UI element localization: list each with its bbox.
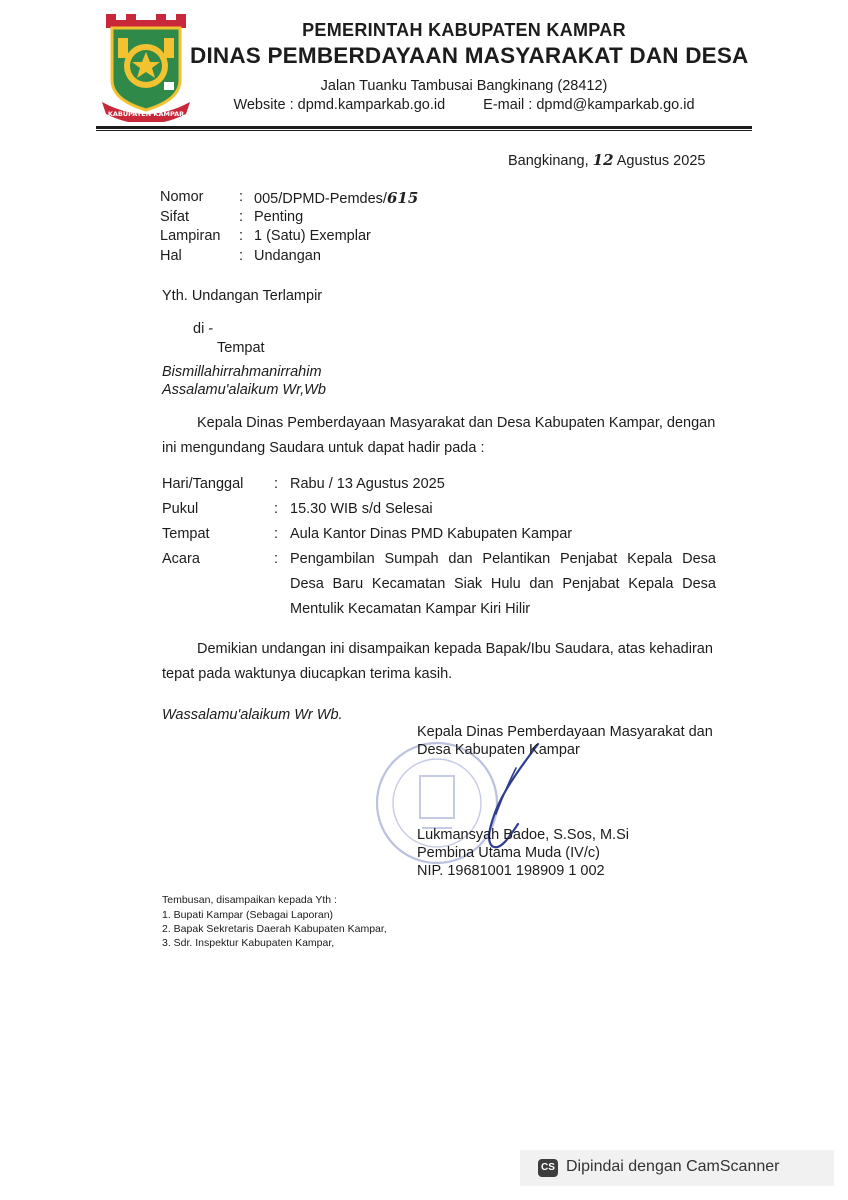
cc-item: 1. Bupati Kampar (Sebagai Laporan): [162, 909, 334, 921]
letterhead-rule-thick: [96, 126, 752, 129]
signatory-name: Lukmansyah Badoe, S.Sos, M.Si: [417, 827, 629, 843]
letterhead-rule-thin: [96, 130, 752, 131]
event-label: Acara: [162, 551, 200, 567]
letterhead-email: E-mail : dpmd@kamparkab.go.id: [483, 97, 695, 113]
signatory-nip: NIP. 19681001 198909 1 002: [417, 863, 605, 879]
meta-colon: :: [239, 209, 244, 225]
meta-value: Undangan: [254, 248, 321, 264]
event-colon: :: [274, 526, 279, 542]
meta-label: Sifat: [160, 209, 190, 225]
event-value-line: [290, 551, 716, 567]
greeting-bismillah: Bismillahirrahmanirrahim: [162, 364, 322, 380]
event-value-line: Mentulik Kecamatan Kampar Kiri Hilir: [290, 601, 531, 617]
event-colon: :: [274, 551, 279, 567]
event-value: Aula Kantor Dinas PMD Kabupaten Kampar: [290, 526, 573, 542]
cc-heading: Tembusan, disampaikan kepada Yth :: [162, 894, 337, 906]
date-place: Bangkinang,: [508, 153, 589, 169]
meta-label: Hal: [160, 248, 182, 264]
closing-line: Demikian undangan ini disampaikan kepada Bapak/Ibu Saudara, atas kehadiran: [197, 641, 713, 657]
recipient-di: di -: [193, 321, 214, 337]
signatory-rank: Pembina Utama Muda (IV/c): [417, 845, 600, 861]
meta-label: Lampiran: [160, 228, 221, 244]
meta-value-nomor: [254, 189, 418, 207]
cc-item: 3. Sdr. Inspektur Kabupaten Kampar,: [162, 937, 335, 949]
event-value: Rabu / 13 Agustus 2025: [290, 476, 445, 492]
recipient-place: Tempat: [217, 340, 265, 356]
meta-colon: :: [239, 189, 244, 205]
closing-salam: Wassalamu'alaikum Wr Wb.: [162, 707, 343, 723]
signatory-title: Kepala Dinas Pemberdayaan Masyarakat dan: [417, 724, 713, 740]
nomor-printed: 005/DPMD-Pemdes/: [254, 191, 387, 207]
event-label: Tempat: [162, 526, 210, 542]
letterhead-agency: DINAS PEMBERDAYAAN MASYARAKAT DAN DESA: [190, 43, 749, 68]
camscanner-icon: CS: [538, 1159, 558, 1177]
recipient: Yth. Undangan Terlampir: [162, 288, 323, 304]
event-value: 15.30 WIB s/d Selesai: [290, 501, 433, 517]
letterhead-contacts: [200, 97, 728, 113]
date-month-year: Agustus 2025: [616, 153, 706, 169]
greeting-salam: Assalamu'alaikum Wr,Wb: [162, 382, 326, 398]
closing-line: tepat pada waktunya diucapkan terima kasih.: [162, 666, 453, 682]
letterhead-website: Website : dpmd.kamparkab.go.id: [233, 97, 446, 113]
cc-item: 2. Bapak Sekretaris Daerah Kabupaten Kampar,: [162, 923, 387, 935]
meta-value: Penting: [254, 209, 304, 225]
acara-line: Pengambilan Sumpah dan Pelantikan Penjabat Kepala Desa: [290, 551, 716, 567]
letterhead-government: PEMERINTAH KABUPATEN KAMPAR: [302, 20, 626, 40]
event-colon: :: [274, 476, 279, 492]
event-value-line: [290, 576, 716, 592]
meta-colon: :: [239, 248, 244, 264]
camscanner-text: Dipindai dengan CamScanner: [566, 1158, 780, 1175]
event-label: Hari/Tanggal: [162, 476, 244, 492]
intro-line: ini mengundang Saudara untuk dapat hadir pada :: [162, 440, 485, 456]
meta-colon: :: [239, 228, 244, 244]
camscanner-watermark: [520, 1150, 834, 1186]
letterhead-address: Jalan Tuanku Tambusai Bangkinang (28412): [320, 78, 608, 94]
acara-line: Desa Baru Kecamatan Siak Hulu dan Penjabat Kepala Desa: [290, 576, 716, 592]
kampar-regency-emblem: [98, 10, 194, 122]
intro-line: Kepala Dinas Pemberdayaan Masyarakat dan Desa Kabupaten Kampar, dengan: [197, 415, 716, 431]
signatory-title: Desa Kabupaten Kampar: [417, 742, 580, 758]
meta-value: 1 (Satu) Exemplar: [254, 228, 371, 244]
meta-label: Nomor: [160, 189, 204, 205]
event-label: Pukul: [162, 501, 199, 517]
event-colon: :: [274, 501, 279, 517]
letter-date: [508, 151, 705, 169]
nomor-handwritten: 615: [386, 189, 419, 207]
date-day-handwritten: 12: [592, 151, 614, 169]
emblem-ribbon-text: KABUPATEN KAMPAR: [107, 110, 185, 118]
